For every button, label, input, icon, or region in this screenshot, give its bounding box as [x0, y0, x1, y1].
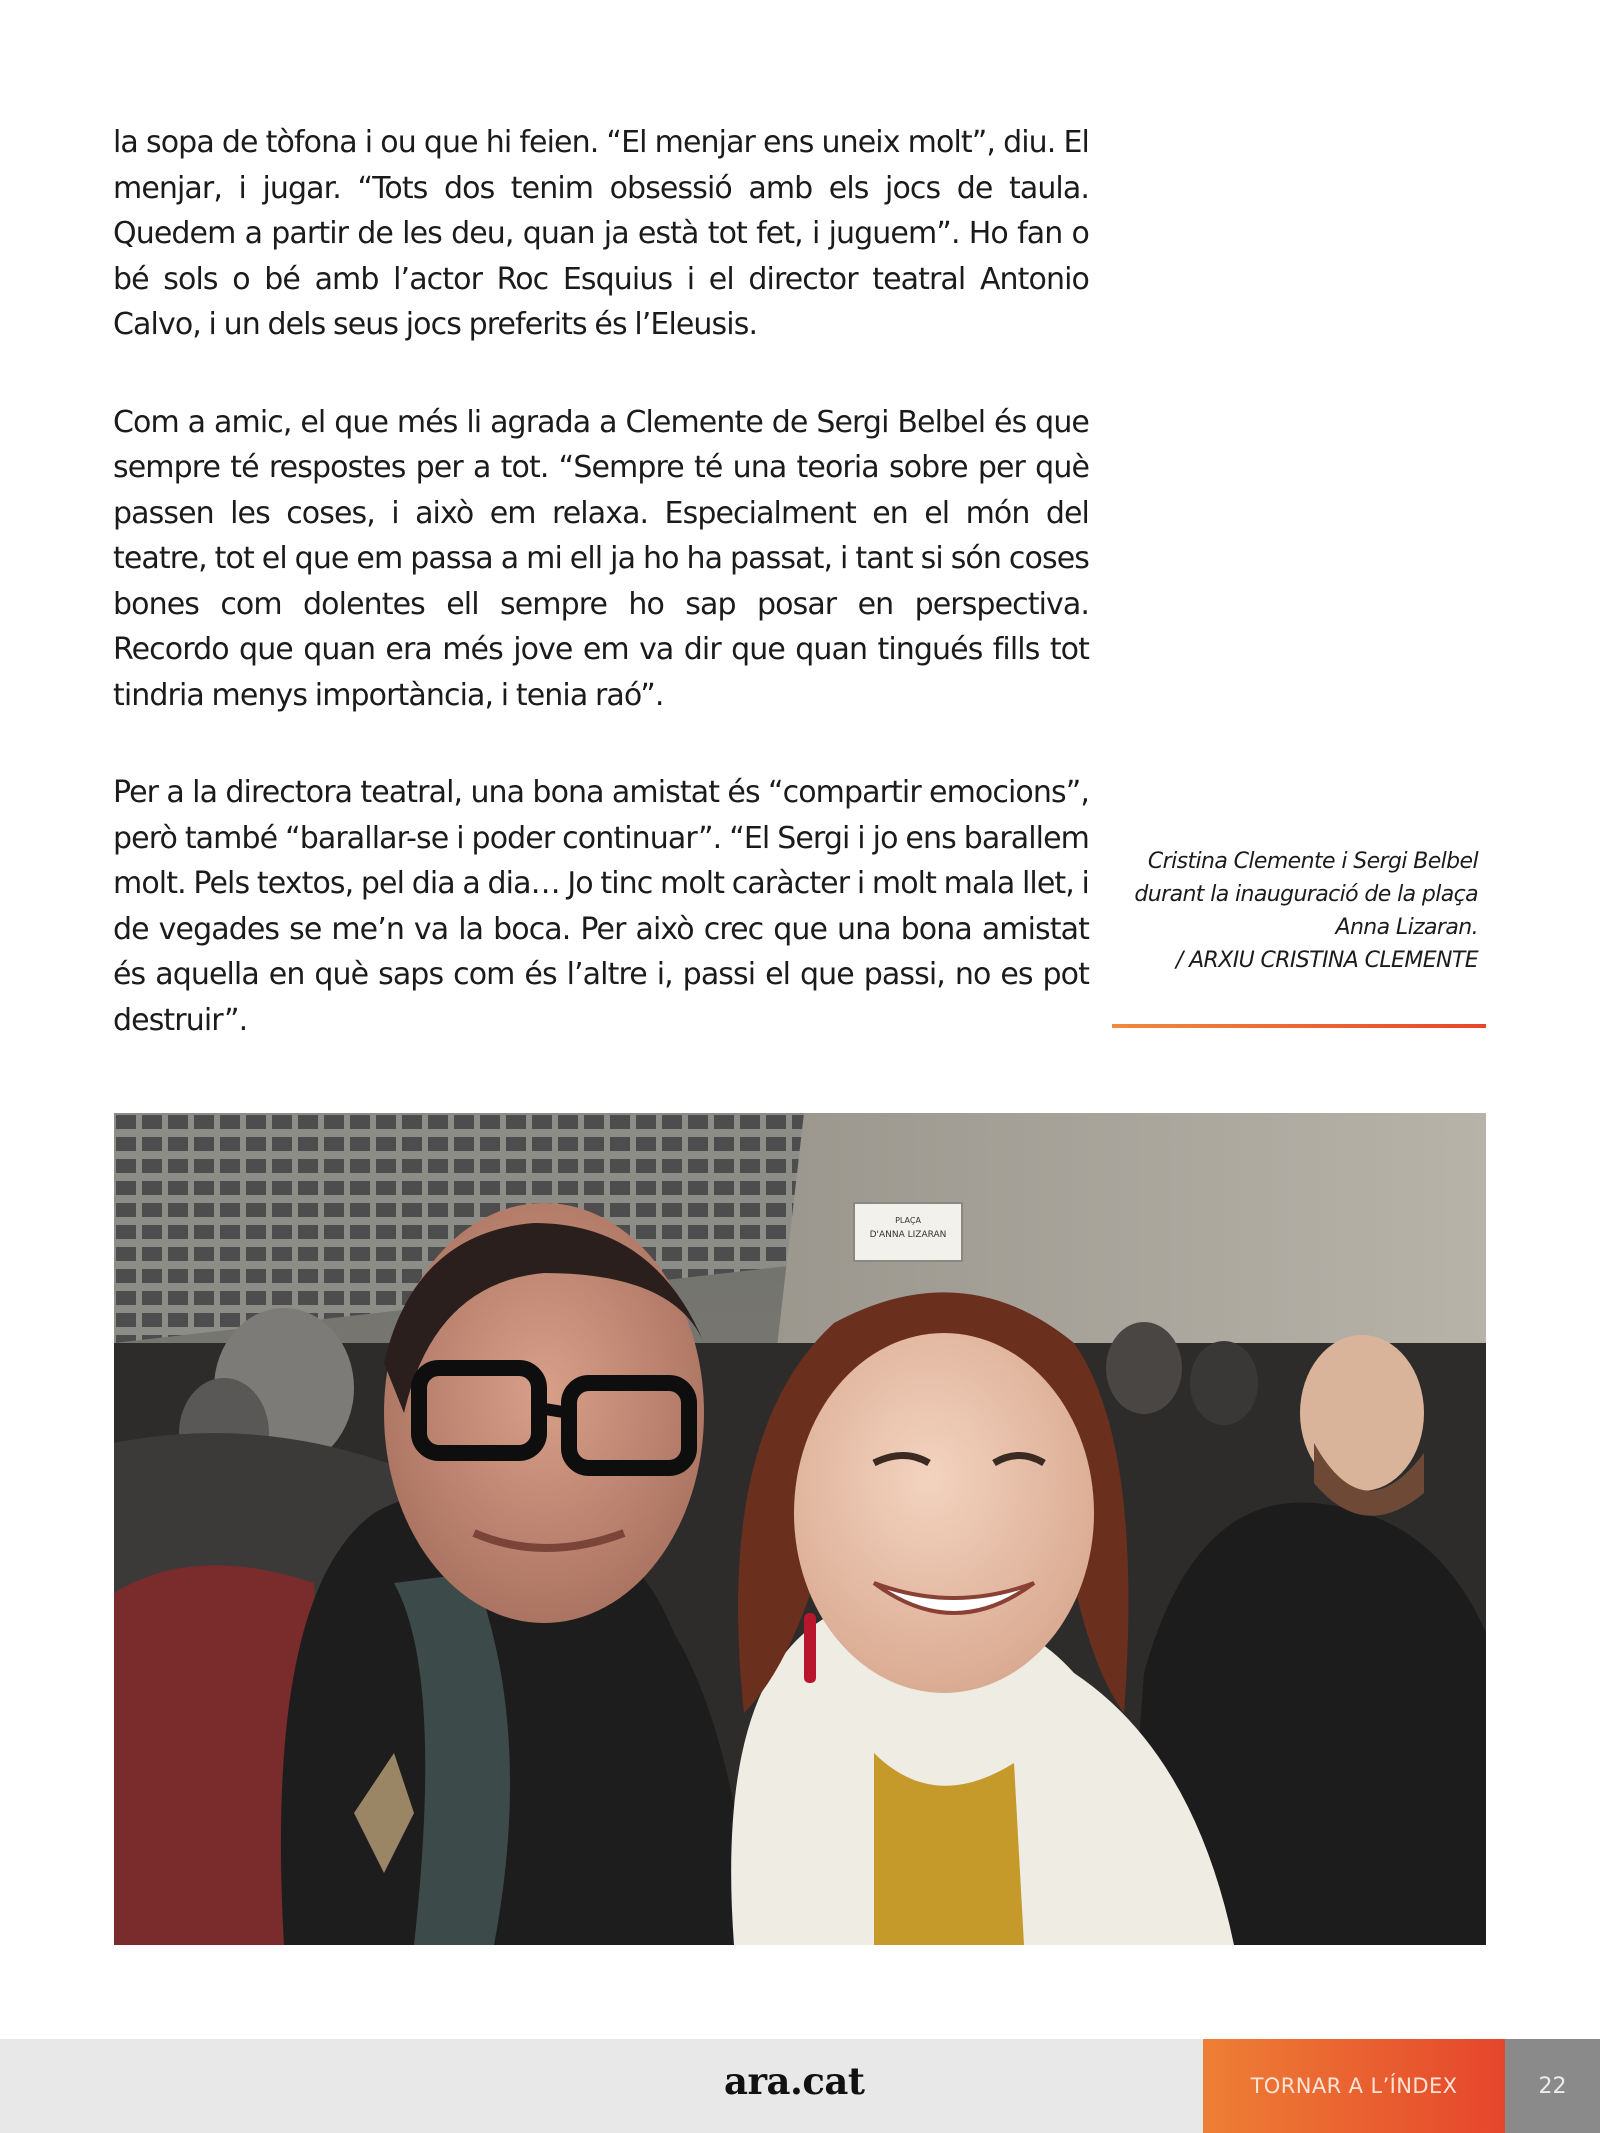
street-sign-line: D'ANNA LIZARAN [869, 1230, 947, 1240]
article-photo [114, 1113, 1486, 1945]
earring [804, 1613, 816, 1683]
photo-caption [1100, 845, 1478, 977]
caption-credit: / ARXIU CRISTINA CLEMENTE [1175, 948, 1478, 973]
street-sign-line: PLAÇA [895, 1216, 921, 1225]
article-body [113, 120, 1089, 1095]
caption-line: Anna Lizaran. [1335, 915, 1478, 940]
paragraph: Per a la directora teatral, una bona amistat és “compartir emocions”, però també “barallar-se i poder continuar”. “El Sergi i jo ens barallem molt. Pels textos, pel dia a dia… Jo tinc molt caràcter i molt mala llet, i de vegades se me’n va la boca. Per això crec que una bona amistat és aquella en què saps com és l’altre i, passi el que passi, no es pot destruir”. [113, 775, 1089, 1038]
caption-line: Cristina Clemente i Sergi Belbel [1147, 849, 1478, 874]
paragraph: la sopa de tòfona i ou que hi feien. “El menjar ens uneix molt”, diu. El menjar, i jugar. “Tots dos tenim obsessió amb els jocs de taula. Quedem a partir de les deu, quan ja està tot fet, i juguem”. Ho fan o bé sols o bé amb l’actor Roc Esquius i el director teatral Antonio Calvo, i un dels seus jocs preferits és l’Eleusis. [113, 125, 1089, 342]
page-number: 22 [1505, 2039, 1600, 2133]
brand-logo[interactable]: ara.cat [724, 2059, 865, 2103]
caption-divider [1112, 1024, 1486, 1028]
paragraph: Com a amic, el que més li agrada a Clemente de Sergi Belbel és que sempre té respostes per a tot. “Sempre té una teoria sobre per què passen les coses, i això em relaxa. Especialment en el món del teatre, tot el que em passa a mi ell ja ho ha passat, i tant si són coses bones com dolentes ell sempre ho sap posar en perspectiva. Recordo que quan era més jove em va dir que quan tingués fills tot tindria menys importància, i tenia raó”. [113, 404, 1089, 713]
back-to-index-button[interactable]: TORNAR A L’ÍNDEX [1203, 2039, 1505, 2133]
footer-bar [0, 2039, 1600, 2133]
caption-line: durant la inauguració de la plaça [1134, 882, 1478, 907]
woman-face [794, 1333, 1094, 1693]
